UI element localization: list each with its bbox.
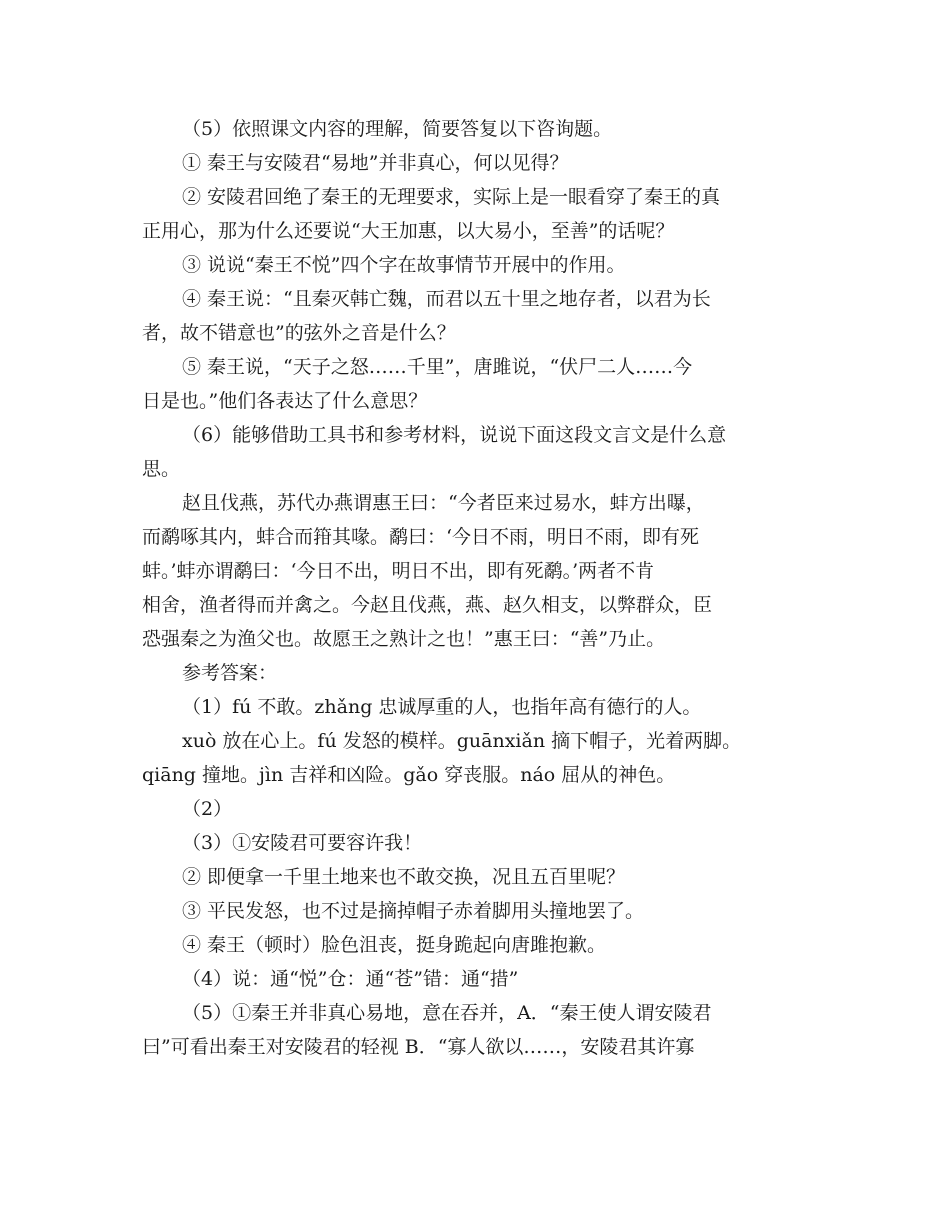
text-line: 思。: [142, 458, 181, 480]
text-line: xuò 放在心上。fú 发怒的模样。guānxiǎn 摘下帽子，光着两脚。: [182, 730, 742, 752]
text-line: ④ 秦王（顿时）脸色沮丧，挺身跪起向唐雎抱歉。: [182, 934, 607, 956]
text-line: qiāng 撞地。jìn 吉祥和凶险。gǎo 穿丧服。náo 屈从的神色。: [142, 764, 676, 786]
text-line: 日是也。”他们各表达了什么意思？: [142, 390, 428, 412]
text-line: ③ 说说“秦王不悦”四个字在故事情节开展中的作用。: [182, 254, 626, 276]
text-line: 正用心，那为什么还要说“大王加惠，以大易小，至善”的话呢？: [142, 220, 675, 242]
text-line: ② 即便拿一千里土地来也不敢交换，况且五百里呢？: [182, 866, 626, 888]
text-line: 而鹬啄其内，蚌合而箝其喙。鹬曰：‘今日不雨，明日不雨，即有死: [142, 526, 700, 548]
text-line: 曰”可看出秦王对安陵君的轻视 B．“寡人欲以……，安陵君其许寡: [142, 1036, 695, 1058]
text-line: （4）说：通“悦”仓：通“苍”错：通“措”: [182, 968, 519, 990]
text-line: 参考答案：: [182, 662, 278, 684]
text-line: ② 安陵君回绝了秦王的无理要求，实际上是一眼看穿了秦王的真: [182, 186, 721, 208]
text-line: 者，故不错意也”的弦外之音是什么？: [142, 322, 456, 344]
text-line: 蚌。’蚌亦谓鹬曰：‘今日不出，明日不出，即有死鹬。’两者不肯: [142, 560, 655, 582]
text-line: ① 秦王与安陵君“易地”并非真心，何以见得？: [182, 152, 569, 174]
text-line: 恐强秦之为渔父也。故愿王之熟计之也！”惠王曰：“善”乃止。: [142, 628, 666, 650]
text-line: ⑤ 秦王说，“天子之怒……千里”，唐雎说，“伏尸二人……今: [182, 356, 693, 378]
text-line: 相舍，渔者得而并禽之。今赵且伐燕，燕、赵久相支，以弊群众，臣: [142, 594, 713, 616]
text-line: （5）①秦王并非真心易地，意在吞并，A．“秦王使人谓安陵君: [182, 1002, 712, 1024]
text-line: （2）: [182, 798, 233, 820]
text-line: （6）能够借助工具书和参考材料，说说下面这段文言文是什么意: [182, 424, 727, 446]
text-line: ③ 平民发怒，也不过是摘掉帽子赤着脚用头撞地罢了。: [182, 900, 645, 922]
text-line: （5）依照课文内容的理解，简要答复以下咨询题。: [182, 118, 613, 140]
text-line: ④ 秦王说：“且秦灭韩亡魏，而君以五十里之地存者，以君为长: [182, 288, 711, 310]
text-line: （3）①安陵君可要容许我！: [182, 832, 423, 854]
text-line: （1）fú 不敢。zhǎng 忠诚厚重的人，也指年高有德行的人。: [182, 696, 702, 718]
document-body: [142, 112, 822, 1064]
text-line: 赵且伐燕，苏代办燕谓惠王曰：“今者臣来过易水，蚌方出曝，: [182, 492, 705, 514]
